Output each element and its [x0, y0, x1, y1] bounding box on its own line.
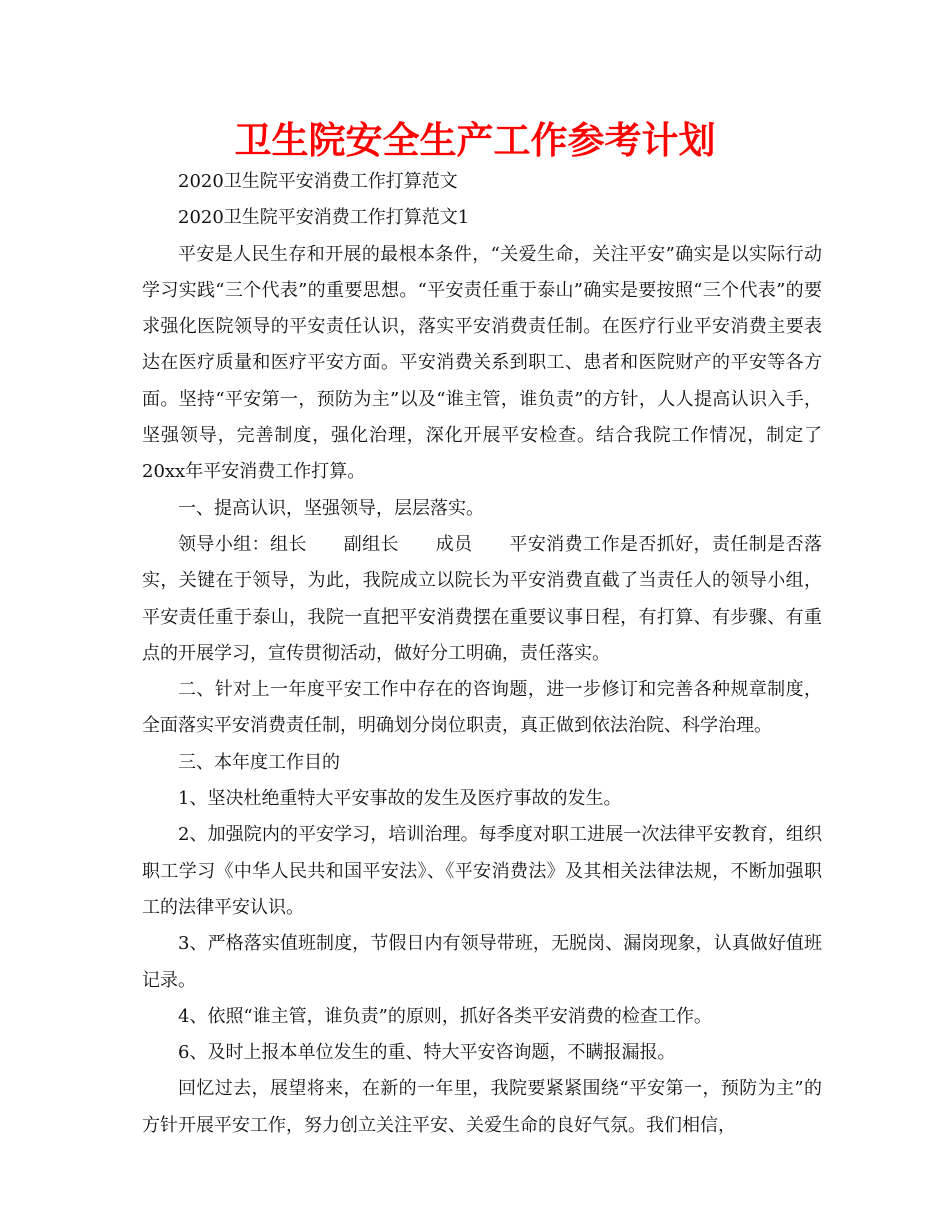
document-body [142, 164, 822, 1144]
paragraph: 领导小组：组长 副组长 成员 平安消费工作是否抓好，责任制是否落实，关键在于领导，为此，我院成立以院长为平安消费直截了当责任人的领导小组，平安责任重于泰山，我院一直把平安消费摆在重要议事日程，有打算、有步骤、有重点的开展学习，宣传贯彻活动，做好分工明确，责任落实。 [142, 533, 822, 664]
paragraph: 二、针对上一年度平安工作中存在的咨询题，进一步修订和完善各种规章制度，全面落实平安消费责任制，明确划分岗位职责，真正做到依法治院、科学治理。 [142, 679, 822, 737]
list-item: 2、加强院内的平安学习，培训治理。每季度对职工进展一次法律平安教育，组织职工学习《中华人民共和国平安法》、《平安消费法》及其相关法律法规，不断加强职工的法律平安认识。 [142, 824, 822, 918]
paragraph: 平安是人民生存和开展的最根本条件，“关爱生命，关注平安”确实是以实际行动学习实践“三个代表”的重要思想。“平安责任重于泰山”确实是要按照“三个代表”的要求强化医院领导的平安责任认识，落实平安消费责任制。在医疗行业平安消费主要表达在医疗质量和医疗平安方面。平安消费关系到职工、患者和医院财产的平安等各方面。坚持“平安第一，预防为主”以及“谁主管，谁负责”的方针，人人提高认识入手，坚强领导，完善制度，强化治理，深化开展平安检查。结合我院工作情况，制定了20xx年平安消费工作打算。 [142, 243, 822, 483]
list-item: 6、及时上报本单位发生的重、特大平安咨询题，不瞒报漏报。 [178, 1042, 676, 1064]
list-item: 4、依照“谁主管，谁负责”的原则，抓好各类平安消费的检查工作。 [178, 1005, 712, 1027]
list-item: 1、坚决杜绝重特大平安事故的发生及医疗事故的发生。 [178, 788, 622, 810]
subtitle-line: 2020卫生院平安消费工作打算范文 [178, 171, 458, 192]
paragraph: 回忆过去，展望将来，在新的一年里，我院要紧紧围绕“平安第一，预防为主”的方针开展平安工作，努力创立关注平安、关爱生命的良好气氛。我们相信， [142, 1078, 822, 1136]
subtitle-line: 2020卫生院平安消费工作打算范文1 [178, 207, 470, 229]
section-heading: 三、本年度工作目的 [178, 751, 340, 773]
list-item: 3、严格落实值班制度，节假日内有领导带班，无脱岗、漏岗现象，认真做好值班记录。 [142, 933, 822, 991]
document-title: 卫生院安全生产工作参考计划 [234, 119, 716, 162]
section-heading: 一、提高认识，坚强领导，层层落实。 [178, 497, 484, 519]
